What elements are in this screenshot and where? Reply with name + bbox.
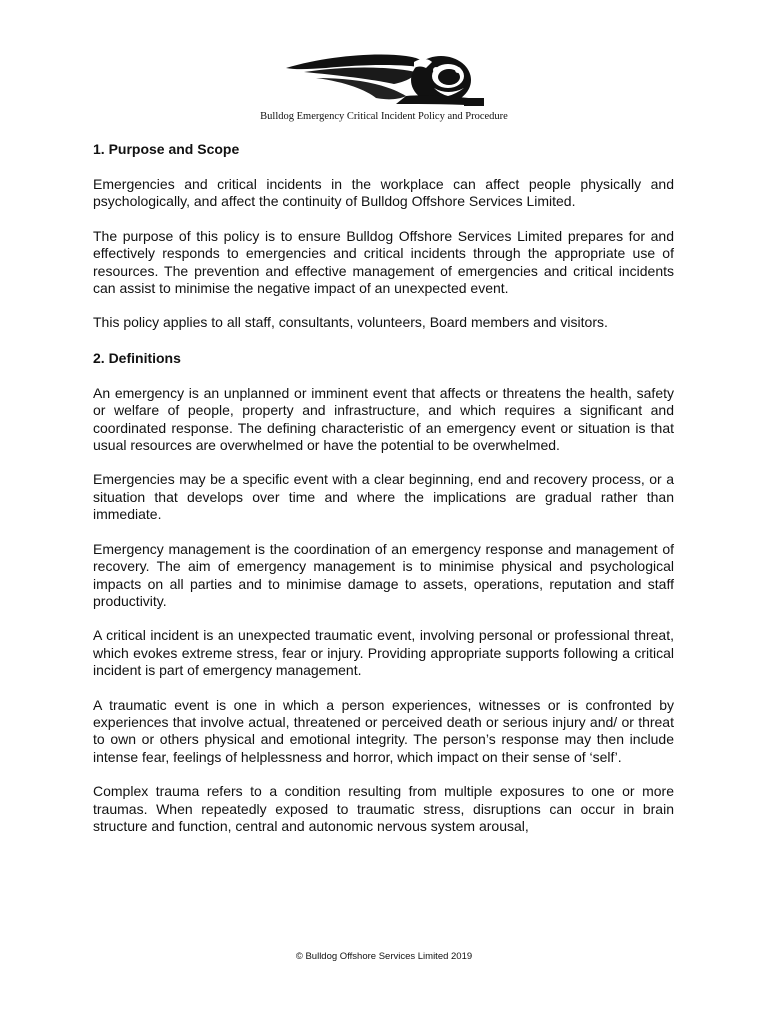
paragraph: An emergency is an unplanned or imminent event that affects or threatens the health, safety or welfare of people, property and infrastructure, and which requires a significant and coordinated response. The defining characteristic of an emergency event or situation is that usual resources are overwhelmed or have the potential to be overwhelmed. xyxy=(93,384,674,454)
document-body xyxy=(93,140,674,852)
bulldog-logo xyxy=(286,52,486,110)
section-heading: 1. Purpose and Scope xyxy=(93,141,240,157)
paragraph: Complex trauma refers to a condition resulting from multiple exposures to one or more traumas. When repeatedly exposed to traumatic stress, disruptions can occur in brain structure and function, central and autonomic nervous system arousal, xyxy=(93,783,674,834)
paragraph: This policy applies to all staff, consultants, volunteers, Board members and visitors. xyxy=(93,314,608,331)
paragraph: Emergency management is the coordination of an emergency response and management of recovery. The aim of emergency management is to minimise physical and psychological impacts on all parties and to minimise damage to assets, operations, reputation and staff productivity. xyxy=(93,540,674,609)
paragraph: Emergencies may be a specific event with a clear beginning, end and recovery process, or a situation that develops over time and where the implications are gradual rather than immediate. xyxy=(93,471,674,523)
paragraph: A critical incident is an unexpected traumatic event, involving personal or professional threat, which evokes extreme stress, fear or injury. Providing appropriate supports following a critical incident is part of emergency management. xyxy=(93,627,674,679)
paragraph: The purpose of this policy is to ensure Bulldog Offshore Services Limited prepares for and effectively responds to emergencies and critical incidents through the appropriate use of resources. The prevention and effective management of emergencies and critical incidents can assist to minimise the negative impact of an unexpected event. xyxy=(93,227,674,297)
footer-copyright: © Bulldog Offshore Services Limited 2019 xyxy=(295,951,473,962)
paragraph: A traumatic event is one in which a person experiences, witnesses or is confronted by experiences that involve actual, threatened or perceived death or serious injury and/ or threat to own or others physical and emotional integrity. The person’s response may then include intense fear, feelings of helplessness and horror, which impact on their sense of ‘self’. xyxy=(93,696,674,765)
section-heading: 2. Definitions xyxy=(93,349,181,366)
paragraph: Emergencies and critical incidents in the workplace can affect people physically and psychologically, and affect the continuity of Bulldog Offshore Services Limited. xyxy=(93,176,674,210)
document-title: Bulldog Emergency Critical Incident Policy and Procedure xyxy=(260,111,508,122)
